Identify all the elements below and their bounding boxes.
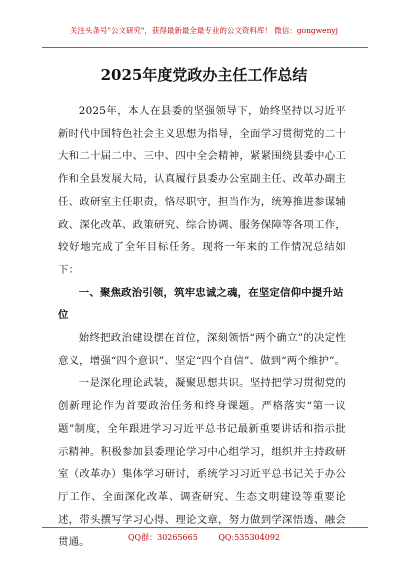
document-title: 2025年度党政办主任工作总结 [100,66,308,84]
document-body [58,100,346,554]
header-promo-text: 关注头条号"公文研究"，获得最新最全最专业的公文资料库！ 微信：gongwenyj [70,26,338,35]
footer-qq-group: QQ群：30265665 [127,533,198,542]
footer-contact [0,532,408,543]
section-heading-1: 一、聚焦政治引领，筑牢忠诚之魂，在坚定信仰中提升站位 [58,286,344,322]
intro-paragraph: 2025年，本人在县委的坚强领导下，始终坚持以习近平新时代中国特色社会主义思想为指导，全面学习贯彻党的二十大和二十届二中、三中、四中全会精神，紧紧围绕县委中心工作和全县发展大局，认真履行县委办公室副主任、改革办副主任、政研室主任职责，恪尽职守，担当作为，统筹推进参谋辅政、深化改革、政策研究、综合协调、服务保障等各项工作，较好地完成了全年目标任务。现将一年来的工作情况总结如下： [58,105,346,276]
footer-divider [42,527,368,528]
header-divider [42,47,368,48]
footer-qq: QQ:535304092 [218,533,280,542]
section-1-point-1-paragraph: 一是深化理论武装，凝聚思想共识。坚持把学习贯彻党的创新理论作为首要政治任务和终身课题。严格落实“第一议题”制度，全年跟进学习习近平总书记最新重要讲话和指示批示精神。积极参加县委理论学习中心组学习，组织并主持政研室（改革办）集体学习研讨，系统学习习近平总书记关于办公厅工作、全面深化改革、调查研究、生态文明建设等重要论述，带头撰写学习心得、理论文章，努力做到学深悟透、融会贯通。 [58,377,346,549]
section-1-paragraph: 始终把政治建设摆在首位，深刻领悟“两个确立”的决定性意义，增强“四个意识”、坚定“四个自信”、做到“两个维护”。 [58,332,346,367]
